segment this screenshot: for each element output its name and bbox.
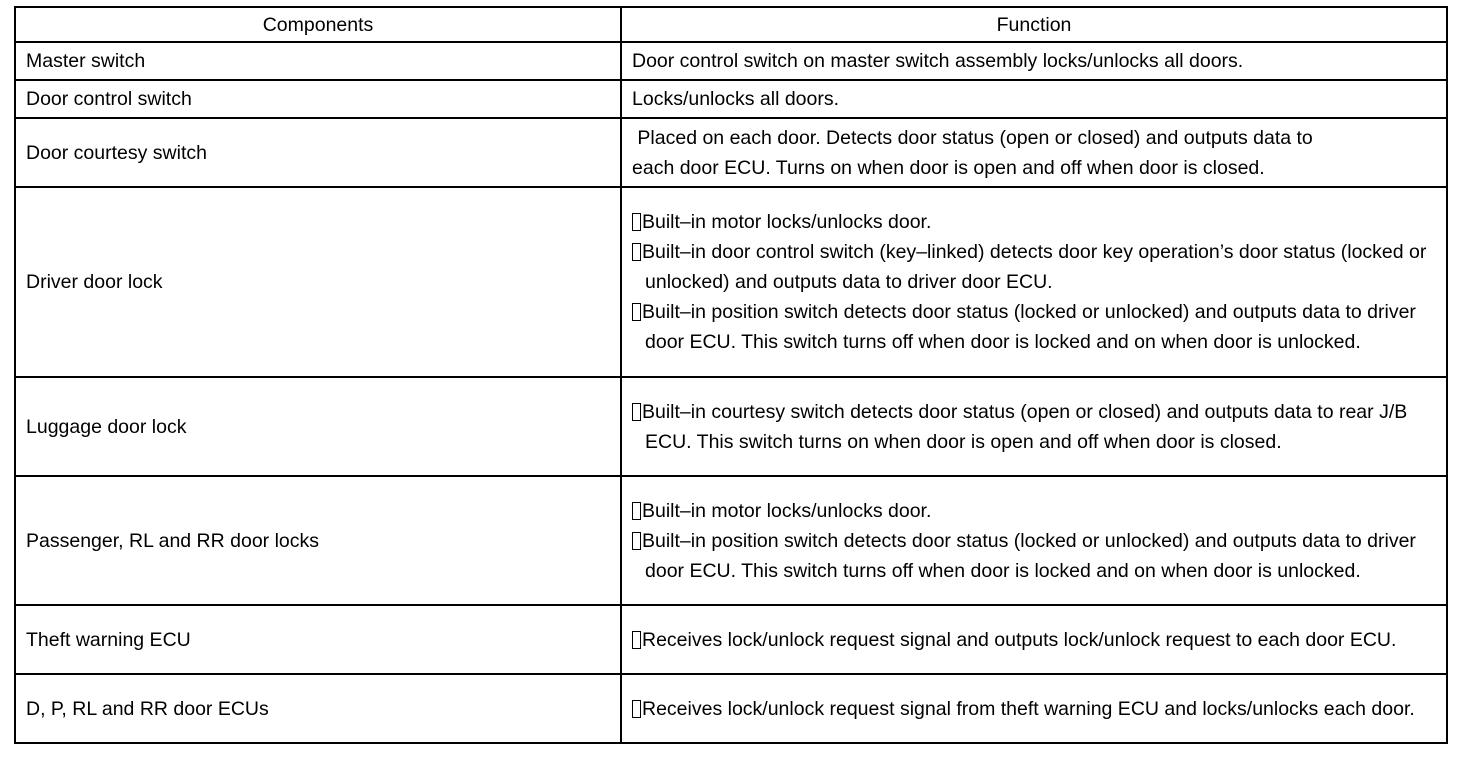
bullet-text: Built–in motor locks/unlocks door. [642, 211, 932, 233]
function-cell [621, 187, 1447, 377]
checkbox-square-icon [632, 532, 641, 550]
table-row [15, 80, 1447, 118]
table-row [15, 605, 1447, 674]
bullet-text: Built–in courtesy switch detects door status (open or closed) and outputs data to rear J/B ECU. This switch turns on when door is open and off when door is closed. [642, 400, 1408, 453]
bullet-item [632, 526, 1436, 586]
function-text: each door ECU. Turns on when door is open and off when door is closed. [632, 156, 1265, 179]
function-text: Locks/unlocks all doors. [632, 88, 840, 110]
bullet-text: Receives lock/unlock request signal and outputs lock/unlock request to each door ECU. [642, 628, 1397, 651]
bullet-text: Built–in door control switch (key–linked) detects door key operation’s door status (locked or unlocked) and outputs data to driver door ECU. [642, 241, 1427, 293]
bullet-text: Built–in motor locks/unlocks door. [642, 499, 932, 522]
component-cell: Master switch [15, 42, 621, 80]
component-cell: D, P, RL and RR door ECUs [15, 674, 621, 743]
bullet-item [632, 297, 1436, 357]
function-cell [621, 674, 1447, 743]
component-cell: Driver door lock [15, 187, 621, 377]
checkbox-square-icon [632, 303, 641, 321]
checkbox-square-icon [632, 213, 641, 231]
function-cell [621, 605, 1447, 674]
component-cell: Passenger, RL and RR door locks [15, 476, 621, 605]
table-row [15, 42, 1447, 80]
table-row [15, 377, 1447, 476]
function-cell [621, 476, 1447, 605]
checkbox-square-icon [632, 403, 641, 421]
bullet-item [632, 397, 1436, 457]
bullet-text: Receives lock/unlock request signal from theft warning ECU and locks/unlocks each door. [642, 697, 1415, 720]
function-text: Door control switch on master switch assembly locks/unlocks all doors. [632, 50, 1244, 72]
header-components: Components [15, 7, 621, 42]
component-cell: Theft warning ECU [15, 605, 621, 674]
component-cell: Door control switch [15, 80, 621, 118]
function-cell [621, 377, 1447, 476]
function-cell [621, 118, 1447, 187]
table-row [15, 476, 1447, 605]
bullet-item [632, 207, 1436, 237]
header-function: Function [621, 7, 1447, 42]
components-function-table [14, 6, 1448, 744]
bullet-item [632, 625, 1436, 655]
bullet-item [632, 496, 1436, 526]
bullet-item [632, 694, 1436, 724]
function-cell [621, 80, 1447, 118]
function-cell [621, 42, 1447, 80]
checkbox-square-icon [632, 631, 641, 649]
table-row [15, 187, 1447, 377]
checkbox-square-icon [632, 502, 641, 520]
component-cell: Luggage door lock [15, 377, 621, 476]
header-row [15, 7, 1447, 42]
checkbox-square-icon [632, 700, 641, 718]
table-row [15, 674, 1447, 743]
table-row [15, 118, 1447, 187]
function-text: Placed on each door. Detects door status (open or closed) and outputs data to [632, 126, 1313, 149]
component-cell: Door courtesy switch [15, 118, 621, 187]
bullet-text: Built–in position switch detects door status (locked or unlocked) and outputs data to driver door ECU. This switch turns off when door is locked and on when door is unlocked. [642, 301, 1416, 353]
bullet-item [632, 237, 1436, 297]
checkbox-square-icon [632, 243, 641, 261]
bullet-text: Built–in position switch detects door status (locked or unlocked) and outputs data to driver door ECU. This switch turns off when door is locked and on when door is unlocked. [642, 529, 1416, 582]
